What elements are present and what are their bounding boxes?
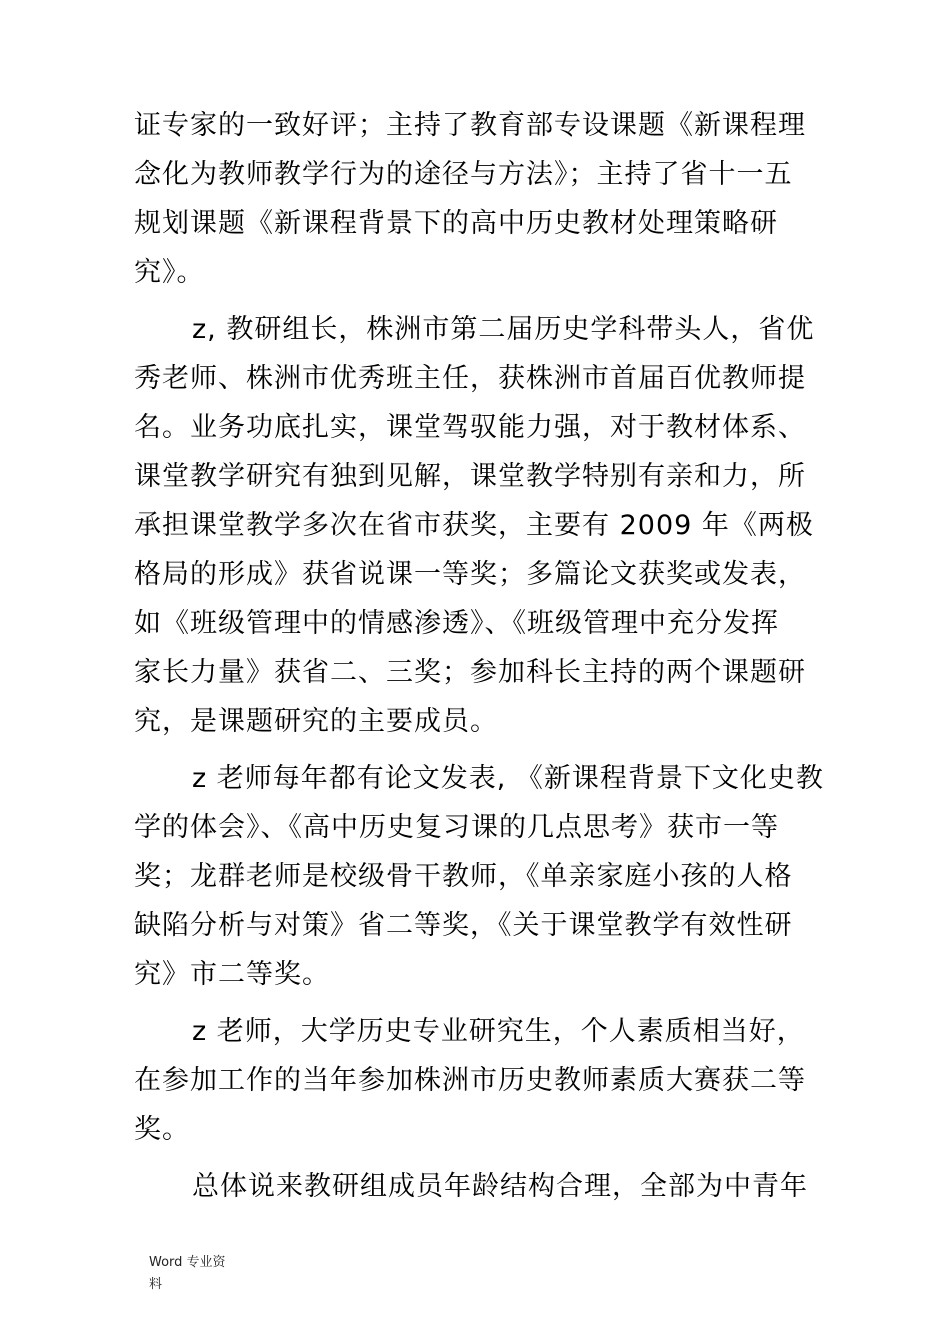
paragraph-1 [134, 101, 834, 297]
text-line: z 老师，大学历史专业研究生，个人素质相当好， [192, 1016, 805, 1047]
footer-line-2: 料 [149, 1277, 163, 1292]
text-line: 课堂教学研究有独到见解，课堂教学特别有亲和力，所 [134, 461, 806, 492]
page-footer [149, 1252, 226, 1296]
text-line: 证专家的一致好评；主持了教育部专设课题《新课程理 [134, 110, 806, 141]
text-line: 在参加工作的当年参加株洲市历史教师素质大赛获二等 [134, 1065, 806, 1096]
text-line: 规划课题《新课程背景下的高中历史教材处理策略研 [134, 208, 778, 239]
text-line: 奖；龙群老师是校级骨干教师，《单亲家庭小孩的人格 [134, 861, 793, 892]
text-line: 奖。 [134, 1114, 190, 1145]
text-line: 念化为教师教学行为的途径与方法》；主持了省十一五 [134, 159, 793, 190]
text-line: 缺陷分析与对策》省二等奖，《关于课堂教学有效性研 [134, 910, 793, 941]
text-line: 究》。 [134, 257, 205, 288]
document-body [134, 101, 834, 1219]
text-line: z 老师每年都有论文发表, 《新课程背景下文化史教 [192, 763, 824, 794]
text-line: 总体说来教研组成员年龄结构合理，全部为中青年 [192, 1171, 808, 1202]
paragraph-2 [134, 305, 834, 746]
text-line: 学的体会》、《高中历史复习课的几点思考》获市一等 [134, 812, 779, 843]
paragraph-3 [134, 754, 834, 999]
paragraph-4 [134, 1007, 834, 1154]
text-line: 家长力量》获省二、三奖；参加科长主持的两个课题研 [134, 657, 806, 688]
text-line: 名。业务功底扎实，课堂驾驭能力强，对于教材体系、 [134, 412, 806, 443]
footer-line-1: Word 专业资 [149, 1255, 226, 1270]
text-line: 如《班级管理中的情感渗透》、《班级管理中充分发挥 [134, 608, 779, 639]
paragraph-5 [134, 1162, 834, 1211]
text-line: 格局的形成》获省说课一等奖；多篇论文获奖或发表， [134, 559, 806, 590]
text-line: 究，是课题研究的主要成员。 [134, 706, 498, 737]
text-line: 究》市二等奖。 [134, 959, 330, 990]
text-line: 秀老师、株洲市优秀班主任，获株洲市首届百优教师提 [134, 363, 806, 394]
text-line: 承担课堂教学多次在省市获奖，主要有 2009 年《两极 [134, 510, 814, 541]
text-line: z, 教研组长，株洲市第二届历史学科带头人，省优 [192, 314, 815, 345]
